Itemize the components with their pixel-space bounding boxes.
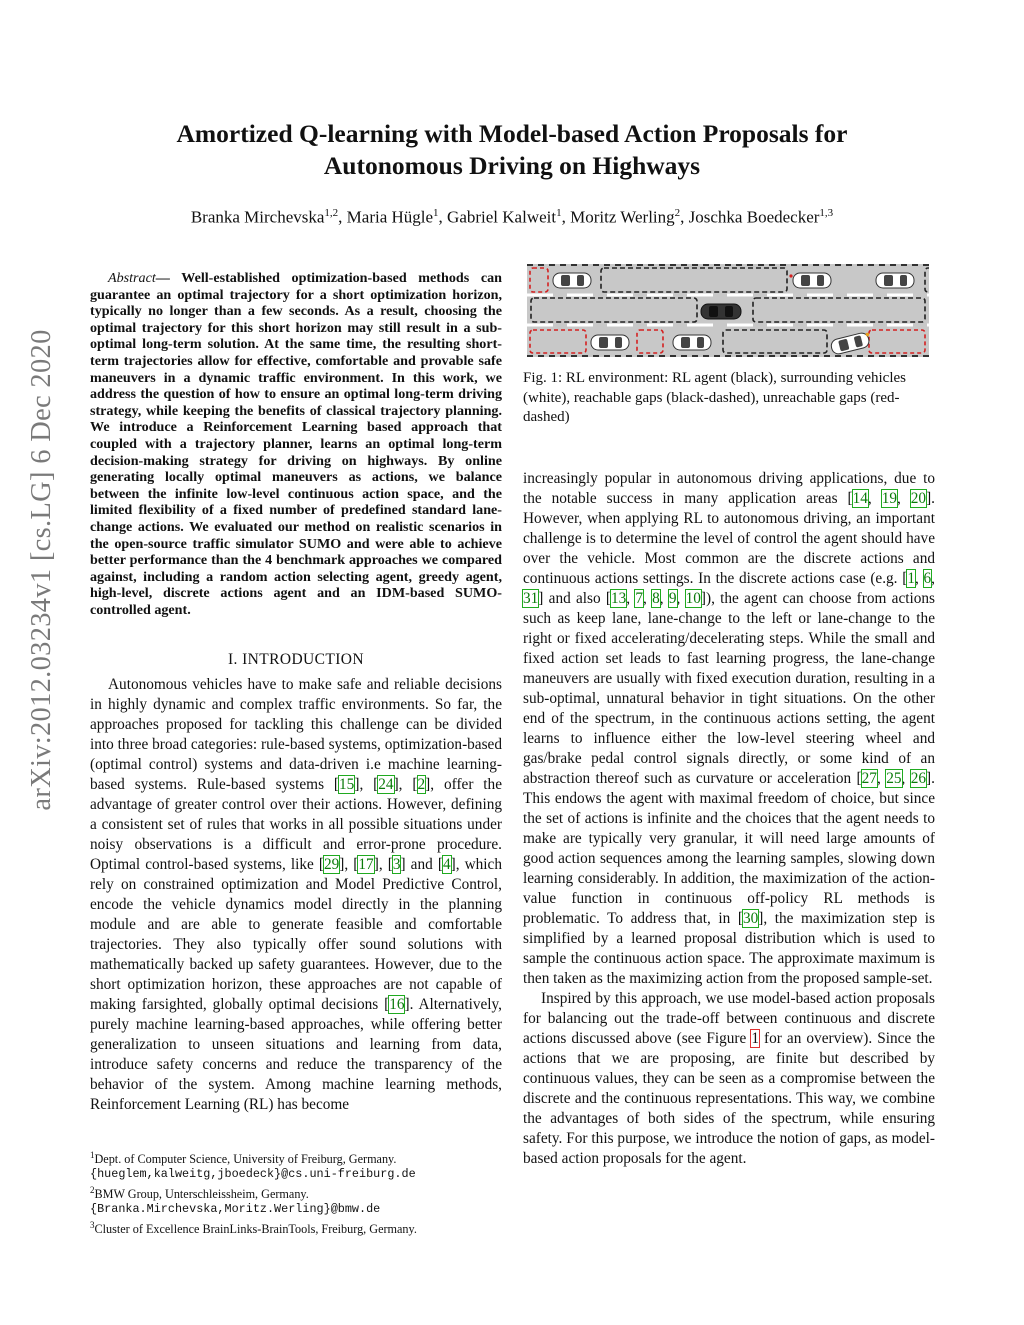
footnote-affiliation: Cluster of Excellence BrainLinks-BrainTools, Freiburg, Germany. bbox=[94, 1221, 417, 1236]
citation-link[interactable]: 7 bbox=[635, 590, 644, 607]
arxiv-side-label bbox=[22, 180, 62, 960]
surrounding-vehicle bbox=[553, 273, 591, 288]
citation-link[interactable]: 14 bbox=[852, 490, 868, 507]
abstract-label: Abstract bbox=[108, 270, 156, 286]
title-line-1: Amortized Q-learning with Model-based Action Proposals for bbox=[176, 119, 848, 148]
citation-link[interactable]: 24 bbox=[378, 776, 394, 793]
citation-link[interactable]: 3 bbox=[392, 856, 401, 873]
footnotes: $^1$Dept. of Computer Science, University of Freiburg, Germany. {hueglem,kalweitg,jboedeck}@cs.uni-freiburg.de $^2$BMW Group, Unterschleissheim, Germany. {Branka.Mirchevska,Moritz.Werling}@bmw.de $^3$Cluster of Excellence BrainLinks-BrainTools, Freiburg, Germany. bbox=[90, 1148, 502, 1237]
citation-link[interactable]: 30 bbox=[742, 910, 759, 927]
intro-left-column bbox=[90, 675, 502, 1115]
surrounding-vehicle bbox=[876, 273, 914, 288]
citation-link[interactable]: 27 bbox=[861, 770, 877, 787]
author-affiliation: 1,3 bbox=[819, 207, 834, 219]
surrounding-vehicle bbox=[591, 335, 629, 350]
citation-link[interactable]: 1 bbox=[907, 570, 915, 587]
figure-highway-environment bbox=[527, 264, 929, 357]
citation-link[interactable]: 17 bbox=[358, 856, 374, 873]
surrounding-vehicle bbox=[789, 273, 831, 288]
surrounding-vehicle bbox=[673, 335, 711, 350]
author-affiliation: 1 bbox=[556, 207, 562, 219]
footnote-affiliation: Dept. of Computer Science, University of Freiburg, Germany. bbox=[94, 1152, 397, 1167]
section-heading: I. INTRODUCTION bbox=[227, 651, 364, 668]
author-name: Joschka Boedecker bbox=[688, 207, 820, 227]
citation-link[interactable]: 2 bbox=[417, 776, 426, 793]
intro-right-column bbox=[523, 469, 935, 1169]
footnote-email: {Branka.Mirchevska,Moritz.Werling}@bmw.de bbox=[90, 1202, 381, 1217]
abstract-text: Well-established optimization-based methods can guarantee an optimal trajectory for a short optimization horizon, typically no longer than a few seconds. As a result, choosing the optimal trajectory for this short horizon may still result in a sub-optimal long-term solution. At the same time, the resulting short-term trajectories allow for effective, comfortable and provable safe maneuvers in a dynamic traffic environment. In this work, we address the question of how to ensure an optimal long-term driving strategy, while keeping the benefits of classical trajectory planning. We introduce a Reinforcement Learning based approach that coupled with a trajectory planner, learns an optimal long-term decision-making strategy for driving on highways. By online generating locally optimal maneuvers as actions, we balance between the infinite low-level continuous action space, and the limited flexibility of a fixed number of predefined standard lane-change actions. We evaluated our method on realistic scenarios in the open-source traffic simulator SUMO and were able to achieve better performance than the 4 benchmark approaches we compared against, including a random action selecting agent, greedy agent, high-level, discrete actions agent and an IDM-based SUMO-controlled agent. bbox=[90, 270, 502, 618]
intro-paragraph: Autonomous vehicles have to make safe and reliable decisions in highly dynamic and complex traffic environments. So far, the approaches proposed for tackling this challenge can be divided into three broad categories: rule-based systems, optimization-based (optimal control) systems and data-driven i.e machine learning-based systems. Rule-based systems [15], [24], [2], offer the advantage of greater control over their actions. However, defining a consistent set of rules that works in all possible situations under noisy observations is a difficult and error-prone procedure. Optimal control-based systems, like [29], [17], [3] and [4], which rely on constrained optimization and Model Predictive Control, encode the vehicle dynamics model directly in the planning module and are able to generate feasible and comfortable trajectories. They also typically offer sound solutions with mathematically backed up safety guarantees. However, due to the short optimization horizon, these approaches are not capable of making farsighted, globally optimal decisions [16]. Alternatively, purely machine learning-based approaches, while offering better generalization to unseen situations and learning from data, introduce safety concerns and reduce the transparency of the behavior of the system. Among machine learning methods, Reinforcement Learning (RL) has become bbox=[90, 676, 502, 1113]
footnote-email: {hueglem,kalweitg,jboedeck}@cs.uni-freiburg.de bbox=[90, 1167, 416, 1182]
author-affiliation: 1 bbox=[433, 207, 439, 219]
intro-paragraph: increasingly popular in autonomous driving applications, due to the notable success in many application areas [14, 19, 20]. However, when applying RL to autonomous driving, an important challenge is to determine the level of control the agent should have over the vehicle. Most common are the discrete actions and continuous actions settings. In the discrete actions case (e.g. [1, 6, 31] and also [13, 7, 8, 9, 10]), the agent can choose from actions such as keep lane, lane-change to the left or lane-change to the right or fixed accelerating/decelerating steps. While the small and fixed action set leads to fast learning progress, the lane-change maneuvers are usually with fixed execution duration, resulting in a sub-optimal, unnatural behavior in tight situations. On the other end of the spectrum, in the continuous actions setting, the agent learns to influence either the low-level steering wheel and gas/brake pedal control signals directly, or some kind of an abstraction thereof such as curvature or acceleration [27, 25, 26]. This endows the agent with maximal freedom of choice, but since the set of actions is infinite and the choices that the agent needs to make are typically very granular, it will need large amounts of good action sequences among the learning samples, slowing down learning considerably. In addition, the maximization of the action-value function in continuous off-policy RL methods is problematic. To address that, in [30], the maximization step is simplified by a learned proposal distribution which is used to sample the continuous action space. The approximate maximum is then taken as the maximizing action from the proposed sample-set. bbox=[523, 470, 936, 987]
author-affiliation: 2 bbox=[674, 207, 681, 219]
citation-link[interactable]: 16 bbox=[389, 996, 405, 1013]
citation-link[interactable]: 9 bbox=[668, 590, 677, 607]
citation-link[interactable]: 10 bbox=[685, 590, 701, 607]
figure-caption: Fig. 1: RL environment: RL agent (black), surrounding vehicles (white), reachable gaps (black-dashed), unreachable gaps (red-dashed) bbox=[523, 370, 906, 425]
citation-link[interactable]: 15 bbox=[339, 776, 355, 793]
title-line-2: Autonomous Driving on Highways bbox=[323, 151, 701, 180]
intro-paragraph: Inspired by this approach, we use model-based action proposals for balancing out the trade-off between continuous and discrete actions discussed above (see Figure 1 for an overview). Since the actions that we are proposing, are finite but described by continuous values, they can be seen as a compromise between the discrete and the continuous representations. This way, we combine the advantages of both sides of the spectrum, while ensuring safety. For this purpose, we introduce the notion of gaps, as model-based action proposals for the agent. bbox=[523, 990, 936, 1167]
citation-link[interactable]: 31 bbox=[523, 590, 539, 607]
citation-link[interactable]: 13 bbox=[611, 590, 627, 607]
citation-link[interactable]: 25 bbox=[886, 770, 902, 787]
abstract: Abstract— Well-established optimization-based methods can guarantee an optimal trajectory for a short optimization horizon, typically no longer than a few seconds. As a result, choosing the optimal trajectory for this short horizon may still result in a sub-optimal long-term solution. At the same time, the resulting short-term trajectories allow for effective, comfortable and provable safe maneuvers in a dynamic traffic environment. In this work, we address the question of how to ensure an optimal long-term driving strategy, while keeping the benefits of classical trajectory planning. We introduce a Reinforcement Learning based approach that coupled with a trajectory planner, learns an optimal long-term decision-making strategy for driving on highways. By online generating locally optimal maneuvers as actions, we balance between the infinite low-level continuous action space, and the limited flexibility of a fixed number of predefined standard lane-change actions. We evaluated our method on realistic scenarios in the open-source traffic simulator SUMO and were able to achieve better performance than the 4 benchmark approaches we compared against, including a random action selecting agent, greedy agent, high-level, discrete actions agent and an IDM-based SUMO-controlled agent. bbox=[90, 270, 502, 618]
citation-link[interactable]: 6 bbox=[923, 570, 932, 587]
citation-link[interactable]: 4 bbox=[442, 856, 451, 873]
paper-title bbox=[90, 118, 934, 182]
citation-link[interactable]: 26 bbox=[910, 770, 927, 787]
author-name: Maria Hügle bbox=[346, 207, 434, 227]
author-list: Branka Mirchevska$^{1,2}$, Maria Hügle$^1$, Gabriel Kalweit$^1$, Moritz Werling$^2$, Joschka Boedecker$^{1,3}$ bbox=[190, 207, 834, 227]
figure-reference-link[interactable]: 1 bbox=[751, 1030, 759, 1047]
citation-link[interactable]: 19 bbox=[881, 490, 897, 507]
citation-link[interactable]: 29 bbox=[323, 856, 340, 873]
author-name: Gabriel Kalweit bbox=[447, 207, 557, 227]
author-name: Branka Mirchevska bbox=[190, 207, 325, 227]
citation-link[interactable]: 8 bbox=[652, 590, 660, 607]
footnote-affiliation: BMW Group, Unterschleissheim, Germany. bbox=[94, 1186, 309, 1201]
author-affiliation: 1,2 bbox=[324, 207, 339, 219]
arxiv-id: arXiv:2012.03234v1 [cs.LG] 6 Dec 2020 bbox=[26, 329, 57, 811]
citation-link[interactable]: 20 bbox=[910, 490, 927, 507]
author-name: Moritz Werling bbox=[570, 207, 675, 227]
rl-agent-vehicle bbox=[701, 304, 741, 319]
